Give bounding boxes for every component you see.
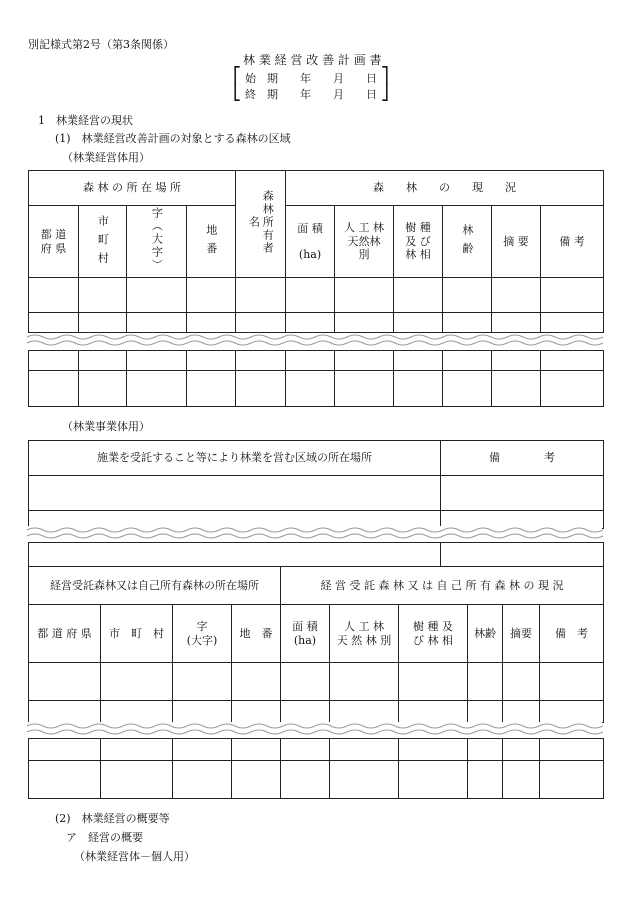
- group-status-header-3: 経 営 受 託 森 林 又 は 自 己 所 有 森 林 の 現 況: [281, 567, 604, 605]
- col3-age: 林齢: [468, 605, 503, 663]
- area-table: [28, 440, 604, 529]
- group-location-header-3: 経営受託森林又は自己所有森林の所在場所: [29, 567, 281, 605]
- col3-forest-type: 人 工 林 天 然 林 別: [330, 605, 399, 663]
- break-wave-3: [27, 722, 602, 736]
- col3-city: 市 町 村: [101, 605, 173, 663]
- col3-species: 樹 種 及 び 林 相: [399, 605, 468, 663]
- col-forest-type: 人 工 林 天然林別: [335, 206, 394, 278]
- document-title: 林 業 経 営 改 善 計 画 書: [243, 53, 382, 67]
- col3-summary: 摘要: [503, 605, 540, 663]
- col-area: 面 積 (ha): [286, 206, 335, 278]
- forest-table-1: [28, 170, 604, 333]
- owner-header: 森林所有者名: [236, 171, 286, 278]
- area-remarks-header: 備 考: [441, 441, 604, 476]
- label-keiei: （林業経営体用）: [62, 151, 150, 164]
- label-jigyo: （林業事業体用）: [62, 420, 150, 433]
- col3-aza: 字 (大字): [173, 605, 232, 663]
- col3-prefecture: 都 道 府 県: [29, 605, 101, 663]
- col-prefecture: 都 道 府 県: [29, 206, 79, 278]
- col-aza: 字（大字）: [127, 206, 187, 278]
- period-end: 終 期 年 月 日: [245, 88, 377, 101]
- section2-a: ア 経営の概要: [66, 831, 143, 844]
- group-location-header: 森 林 の 所 在 場 所: [29, 171, 236, 206]
- col-city: 市 町 村: [79, 206, 127, 278]
- col-summary: 摘 要: [492, 206, 541, 278]
- area-location-header: 施業を受託すること等により林業を営む区域の所在場所: [29, 441, 441, 476]
- col-remarks: 備 考: [541, 206, 604, 278]
- col-species: 樹 種 及 び 林 相: [394, 206, 443, 278]
- col3-lot: 地 番: [232, 605, 281, 663]
- section1-heading: 1 林業経営の現状: [38, 114, 133, 127]
- bracket-right: ⎤ ⎦: [381, 66, 389, 101]
- forest-table-3: [28, 566, 604, 723]
- group-status-header: 森 林 の 現 況: [286, 171, 604, 206]
- break-wave-2: [27, 526, 602, 540]
- area-table-continued: [28, 542, 604, 567]
- break-wave-1: [27, 333, 602, 347]
- period-start: 始 期 年 月 日: [245, 72, 377, 85]
- forest-table-1-continued: [28, 350, 604, 407]
- col3-area: 面 積 (ha): [281, 605, 330, 663]
- section2-label: （林業経営体－個人用）: [74, 850, 195, 863]
- col3-remarks: 備 考: [540, 605, 604, 663]
- bracket-left: ⎡ ⎣: [233, 66, 241, 101]
- form-number: 別記様式第2号（第3条関係）: [28, 38, 174, 51]
- col-lot: 地 番: [187, 206, 236, 278]
- section2-sub2: (2) 林業経営の概要等: [55, 812, 170, 825]
- col-age: 林 齢: [443, 206, 492, 278]
- section1-sub1: (1) 林業経営改善計画の対象とする森林の区域: [55, 132, 291, 145]
- forest-table-3-continued: [28, 738, 604, 799]
